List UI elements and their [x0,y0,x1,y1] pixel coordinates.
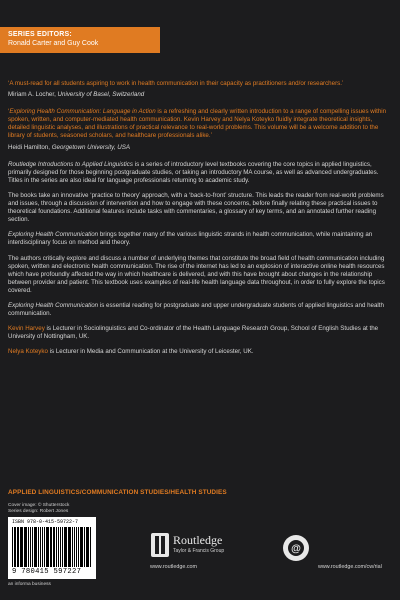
author-2-bio: is Lecturer in Media and Communication at the University of Leicester, UK. [47,348,254,356]
quote-2 [8,108,392,140]
paragraph-book [8,231,392,247]
barcode-bar [34,527,37,567]
quote-1-author: Miriam A. Locher, [8,91,56,99]
barcode-bar [32,527,34,567]
barcode-bar [84,527,85,567]
barcode-bar [90,527,91,567]
companion-website-icon [282,534,310,562]
quote-1-attribution [8,91,392,99]
barcode-bar [25,527,27,567]
barcode-bar [40,527,41,567]
barcode-bar [68,527,69,567]
barcode-bar [28,527,29,567]
barcode-bar [44,527,45,567]
informa-business: an informa business [8,582,51,587]
quote-2-author: Heidi Hamilton, [8,143,50,151]
paragraph-audience [8,302,392,318]
routledge-logo-icon [150,532,170,558]
quote-2-text: is a refreshing and clearly written introduction to a range of compelling issues within spoken, written, and computer-mediated health communication. Kevin Harvey and Nelya Koteyko fluidly integrate theoretical insights, detailed linguistic analyses, and illustrations of practical relevance to real-world problems. This volume will be a welcome addition to the library of students, seasoned scholars, and healthcare professionals alike.’ [8,108,387,140]
quote-2-attribution [8,144,392,152]
quote-2-open: ‘ [8,108,10,116]
series-desc: is a series of introductory level textbooks covering the core topics in applied linguistics, primarily designed for those beginning postgraduate studies, or taking an introductory MA course, as well as advanced undergraduates. Titles in the series are also ideal for language professionals returning to academic study. [8,160,379,184]
blurb [8,80,392,363]
series-editors-names: Ronald Carter and Guy Cook [8,40,99,47]
paragraph-themes: The authors critically explore and discuss a number of underlying themes that constitute the broad field of health communication including spoken, written and electronic health communication. The rise of the internet has led to an explosion of interactive online health resources which have profoundly affected the way in which healthcare is delivered, and with this have brought about changes in the relationship between provider and patient. This textbook uses examples of real-life health language data throughout, in order to fully explore the topics covered. [8,254,385,294]
barcode-bar [50,527,51,567]
barcode [8,517,96,579]
barcode-bar [56,527,57,567]
barcode-bars [12,527,92,567]
author-1-bio: is Lecturer in Sociolinguistics and Co-ordinator of the Health Language Research Group, School of English Studies at the University of Nottingham, UK. [8,325,379,341]
barcode-bar [78,527,79,567]
barcode-bar [24,527,25,567]
barcode-bar [17,527,18,567]
quote-2-affiliation: Georgetown University, USA [51,143,130,151]
barcode-bar [18,527,19,567]
barcode-bar [14,527,16,567]
barcode-bar [46,527,49,567]
isbn-digits: 9 780415 597227 [12,568,82,576]
author-bio-2 [8,348,392,356]
design-credit: Series design: Robert Jones [8,509,69,514]
cover-image-credit: Cover image: © Shutterstock [8,503,70,508]
barcode-bar [87,527,89,567]
publisher-group: Taylor & Francis Group [173,548,225,554]
paragraph-approach: The books take an innovative ‘practice to theory’ approach, with a ‘back-to-front’ structure. This leads the reader from real-world problems and issues, through a discussion of intervention and how to engage with these concerns, before finally relating these practical issues to theoretical foundations. Additional features include tasks with commentaries, a glossary of key terms, and an annotated further reading section. [8,191,384,224]
barcode-bar [72,527,73,567]
barcode-bar [86,527,87,567]
barcode-bar [64,527,67,567]
quote-1: ‘A must-read for all students aspiring to work in health communication in their capacity as practitioners and/or researchers.’ [8,80,344,87]
book-desc-2: is essential reading for postgraduate and upper undergraduate students of applied linguistics and health communication. [8,301,384,318]
series-editors-label: SERIES EDITORS: [8,31,72,38]
barcode-bar [38,527,39,567]
author-1-name: Kevin Harvey [8,325,45,333]
barcode-bar [74,527,75,567]
barcode-bar [58,527,60,567]
publisher-block [150,532,270,572]
book-title-1: Exploring Health Communication [8,231,99,239]
companion-url[interactable]: www.routledge.com/cw/rial [318,564,382,570]
barcode-bar [51,527,52,567]
barcode-bar [69,527,71,567]
subject-line: APPLIED LINGUISTICS/COMMUNICATION STUDIES/HEALTH STUDIES [8,489,227,496]
barcode-bar [60,527,61,567]
barcode-bar [20,527,23,567]
book-desc-1: brings together many of the various linguistic strands in health communication, while maintaining an interdisciplinary focus on method and theory. [8,231,373,247]
paragraph-series [8,161,392,185]
barcode-bar [80,527,83,567]
barcode-bar [42,527,44,567]
book-title-2: Exploring Health Communication [8,301,99,309]
publisher-name: Routledge [173,533,223,547]
quote-1-affiliation: University of Basel, Switzerland [57,91,145,99]
series-editors-band [0,27,160,53]
author-bio-1 [8,325,392,341]
svg-text:@: @ [291,543,301,555]
author-2-name: Nelya Koteyko [8,348,48,356]
barcode-bar [53,527,55,567]
barcode-bar [30,527,31,567]
credits [8,503,69,515]
barcode-bar [76,527,78,567]
isbn-label: ISBN 978-0-415-59722-7 [12,519,79,525]
series-title: Routledge Introductions to Applied Linguistics [8,160,133,168]
barcode-bar [12,527,13,567]
barcode-bar [62,527,63,567]
publisher-url[interactable]: www.routledge.com [150,564,198,570]
quote-2-title: Exploring Health Communication: Language in Action [9,108,156,116]
